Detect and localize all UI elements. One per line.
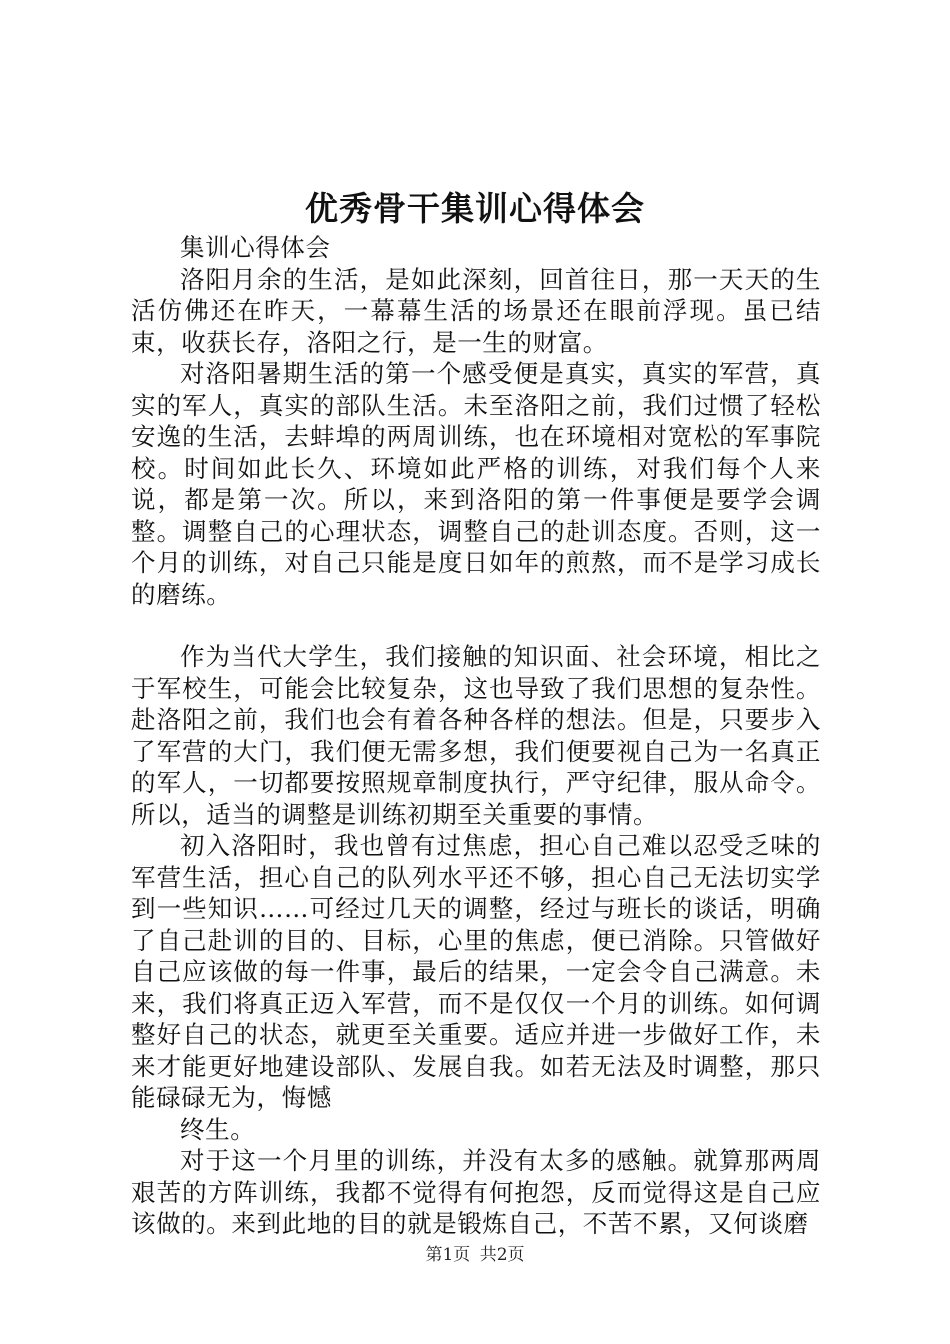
paragraph: 对于这一个月里的训练，并没有太多的感触。就算那两周艰苦的方阵训练，我都不觉得有何抱怨，反而觉得这是自己应该做的。来到此地的目的就是锻炼自己，不苦不累，又何谈磨 [131, 1146, 821, 1238]
document-title: 优秀骨干集训心得体会 [305, 189, 645, 228]
paragraph: 作为当代大学生，我们接触的知识面、社会环境，相比之于军校生，可能会比较复杂，这也导致了我们思想的复杂性。赴洛阳之前，我们也会有着各种各样的想法。但是，只要步入了军营的大门，我们便无需多想，我们便要视自己为一名真正的军人，一切都要按照规章制度执行，严守纪律，服从命令。所以，适当的调整是训练初期至关重要的事情。 [131, 642, 821, 829]
page-number-footer: 第1页 共2页 [425, 1245, 525, 1265]
paragraph: 初入洛阳时，我也曾有过焦虑，担心自己难以忍受乏味的军营生活，担心自己的队列水平还不够，担心自己无法切实学到一些知识……可经过几天的调整，经过与班长的谈话，明确了自己赴训的目的、目标，心里的焦虑，便已消除。只管做好自己应该做的每一件事，最后的结果，一定会令自己满意。未来，我们将真正迈入军营，而不是仅仅一个月的训练。如何调整好自己的状态，就更至关重要。适应并进一步做好工作，未来才能更好地建设部队、发展自我。如若无法及时调整，那只能碌碌无为，悔憾 [131, 831, 821, 1112]
document-body [131, 232, 821, 1240]
paragraph: 洛阳月余的生活，是如此深刻，回首往日，那一天天的生活仿佛还在昨天，一幕幕生活的场景还在眼前浮现。虽已结束，收获长存，洛阳之行，是一生的财富。 [131, 264, 821, 357]
paragraph-subtitle: 集训心得体会 [180, 233, 331, 262]
paragraph: 终生。 [180, 1114, 256, 1144]
paragraph: 对洛阳暑期生活的第一个感受便是真实，真实的军营，真实的军人，真实的部队生活。未至洛阳之前，我们过惯了轻松安逸的生活，去蚌埠的两周训练，也在环境相对宽松的军事院校。时间如此长久、环境如此严格的训练，对我们每个人来说，都是第一次。所以，来到洛阳的第一件事便是要学会调整。调整自己的心理状态，调整自己的赴训态度。否则，这一个月的训练，对自己只能是度日如年的煎熬，而不是学习成长的磨练。 [131, 359, 821, 609]
